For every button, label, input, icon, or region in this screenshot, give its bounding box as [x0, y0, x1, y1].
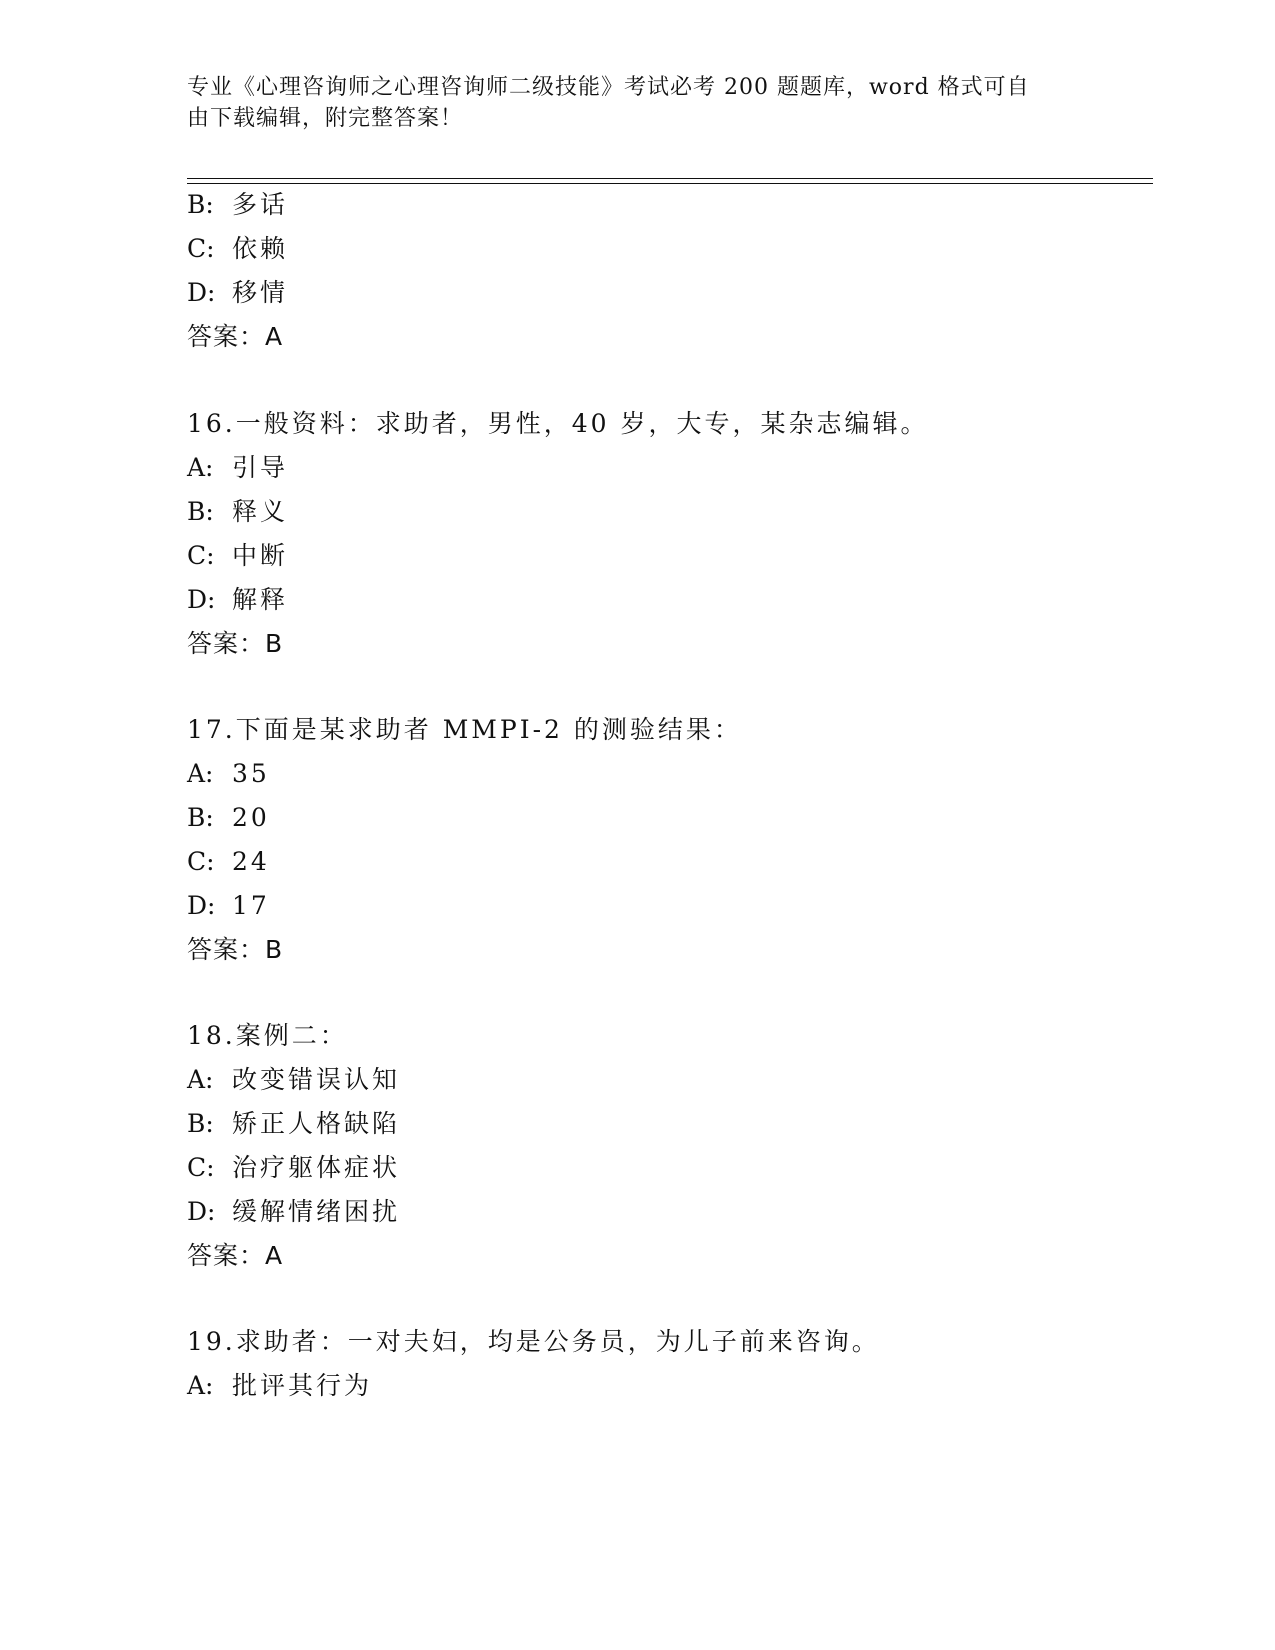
- q17-stem: 17.下面是某求助者 MMPI-2 的测验结果：: [187, 715, 742, 744]
- q18-option-c: C: 治疗躯体症状: [187, 1153, 401, 1182]
- header-line-1: 专业《心理咨询师之心理咨询师二级技能》考试必考 200 题题库，word 格式可自: [187, 75, 1030, 100]
- q15-answer: 答案：A: [187, 322, 284, 351]
- q18-option-d: D: 缓解情绪困扰: [187, 1197, 401, 1226]
- q16-option-d: D: 解释: [187, 585, 289, 614]
- q19-stem: 19.求助者：一对夫妇，均是公务员，为儿子前来咨询。: [187, 1327, 880, 1356]
- document-header: [187, 72, 1067, 134]
- q18-option-b: B: 矫正人格缺陷: [187, 1109, 401, 1138]
- q17-option-a: A: 35: [187, 759, 270, 788]
- q16-option-b: B: 释义: [187, 497, 289, 526]
- q16-answer: 答案：B: [187, 629, 284, 658]
- q18-option-a: A: 改变错误认知: [187, 1065, 401, 1094]
- q17-option-d: D: 17: [187, 891, 270, 920]
- q18-stem: 18.案例二：: [187, 1021, 348, 1050]
- header-line-2: 由下载编辑，附完整答案！: [187, 106, 464, 131]
- q15-option-d: D: 移情: [187, 278, 289, 307]
- header-divider-top: [187, 178, 1153, 179]
- header-divider-bottom: [187, 183, 1153, 184]
- q17-option-c: C: 24: [187, 847, 270, 876]
- q16-option-a: A: 引导: [187, 453, 289, 482]
- q17-answer: 答案：B: [187, 935, 284, 964]
- q16-stem: 16.一般资料：求助者，男性，40 岁，大专，某杂志编辑。: [187, 409, 929, 438]
- q16-option-c: C: 中断: [187, 541, 289, 570]
- q19-option-a: A: 批评其行为: [187, 1371, 373, 1400]
- q15-option-b: B: 多话: [187, 190, 289, 219]
- q15-option-c: C: 依赖: [187, 234, 289, 263]
- q17-option-b: B: 20: [187, 803, 270, 832]
- q18-answer: 答案：A: [187, 1241, 284, 1270]
